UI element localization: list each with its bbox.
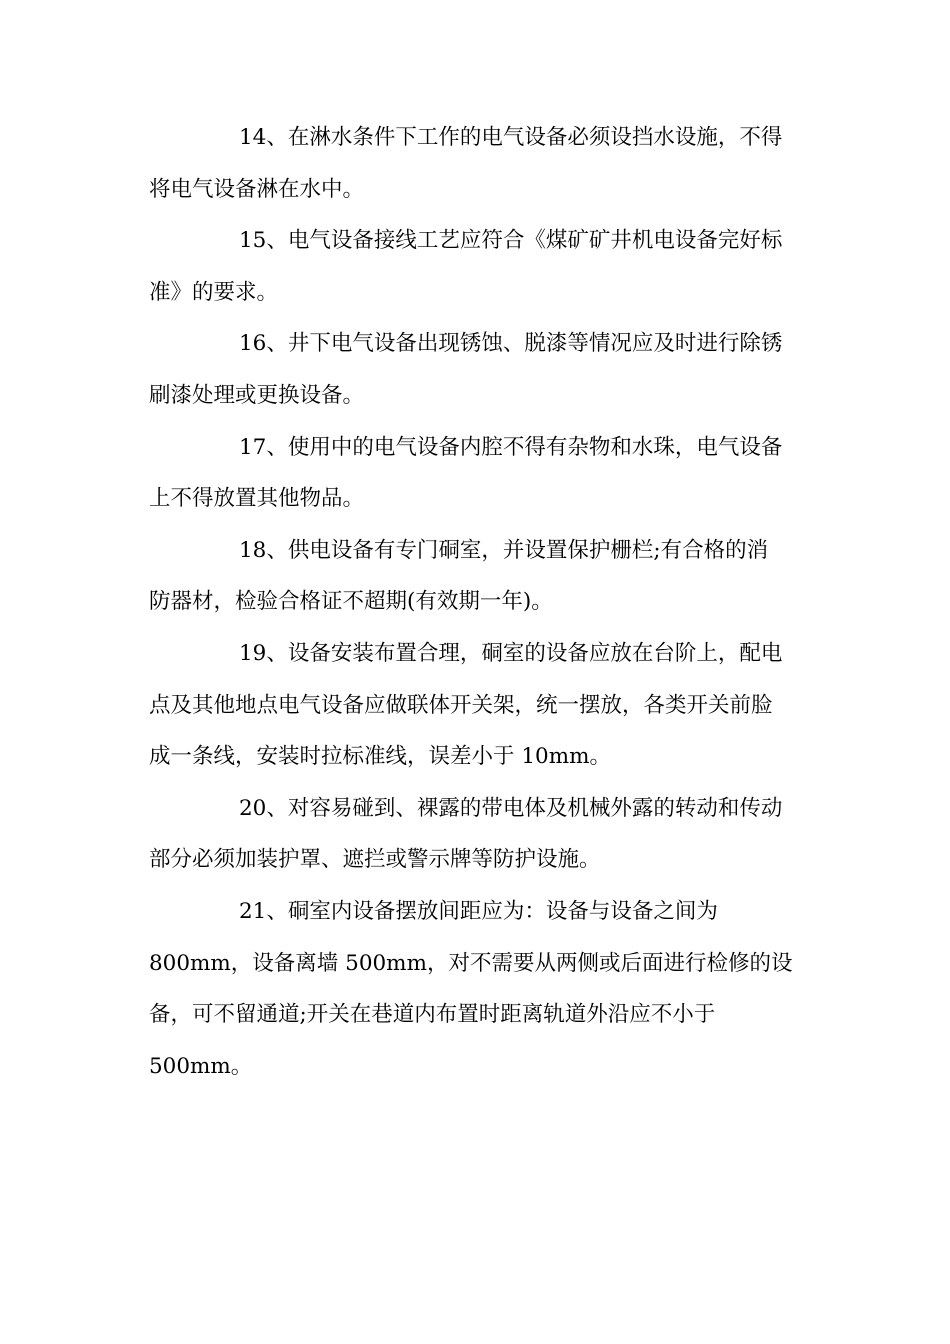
clause-line: 防器材，检验合格证不超期(有效期一年)。: [149, 589, 553, 615]
clause-15: [149, 215, 801, 318]
clause-line: 点及其他地点电气设备应做联体开关架，统一摆放，各类开关前脸: [149, 692, 773, 718]
clause-line: 21、硐室内设备摆放间距应为：设备与设备之间为: [239, 898, 718, 924]
clause-line: 20、对容易碰到、裸露的带电体及机械外露的转动和传动: [239, 795, 783, 821]
clause-line: 17、使用中的电气设备内腔不得有杂物和水珠，电气设备: [239, 434, 783, 460]
clause-line: 部分必须加装护罩、遮拦或警示牌等防护设施。: [149, 847, 601, 873]
clause-20: [149, 783, 801, 886]
clause-line: 成一条线，安装时拉标准线，误差小于 10mm。: [149, 744, 611, 770]
clause-line: 15、电气设备接线工艺应符合《煤矿矿井机电设备完好标: [239, 228, 783, 254]
clause-line: 14、在淋水条件下工作的电气设备必须设挡水设施，不得: [239, 125, 783, 150]
clause-line: 备，可不留通道;开关在巷道内布置时距离轨道外沿应不小于: [149, 1002, 716, 1028]
clause-16: [149, 318, 801, 421]
clause-line: 19、设备安装布置合理，硐室的设备应放在台阶上，配电: [239, 640, 783, 666]
clause-line: 刷漆处理或更换设备。: [149, 382, 365, 408]
clause-line: 18、供电设备有专门硐室，并设置保护栅栏;有合格的消: [239, 537, 769, 563]
document-body: [149, 112, 801, 1092]
clause-line: 准》的要求。: [149, 279, 279, 305]
clause-line: 16、井下电气设备出现锈蚀、脱漆等情况应及时进行除锈: [239, 331, 783, 357]
clause-21: [149, 886, 801, 1092]
clause-14: [149, 112, 801, 215]
clause-line: 将电气设备淋在水中。: [149, 176, 365, 202]
clause-line: 500mm。: [149, 1053, 253, 1079]
clause-line: 上不得放置其他物品。: [149, 486, 365, 512]
clause-17: [149, 422, 801, 525]
clause-19: [149, 628, 801, 783]
clause-line: 800mm，设备离墙 500mm，对不需要从两侧或后面进行检修的设: [149, 950, 793, 976]
clause-18: [149, 525, 801, 628]
